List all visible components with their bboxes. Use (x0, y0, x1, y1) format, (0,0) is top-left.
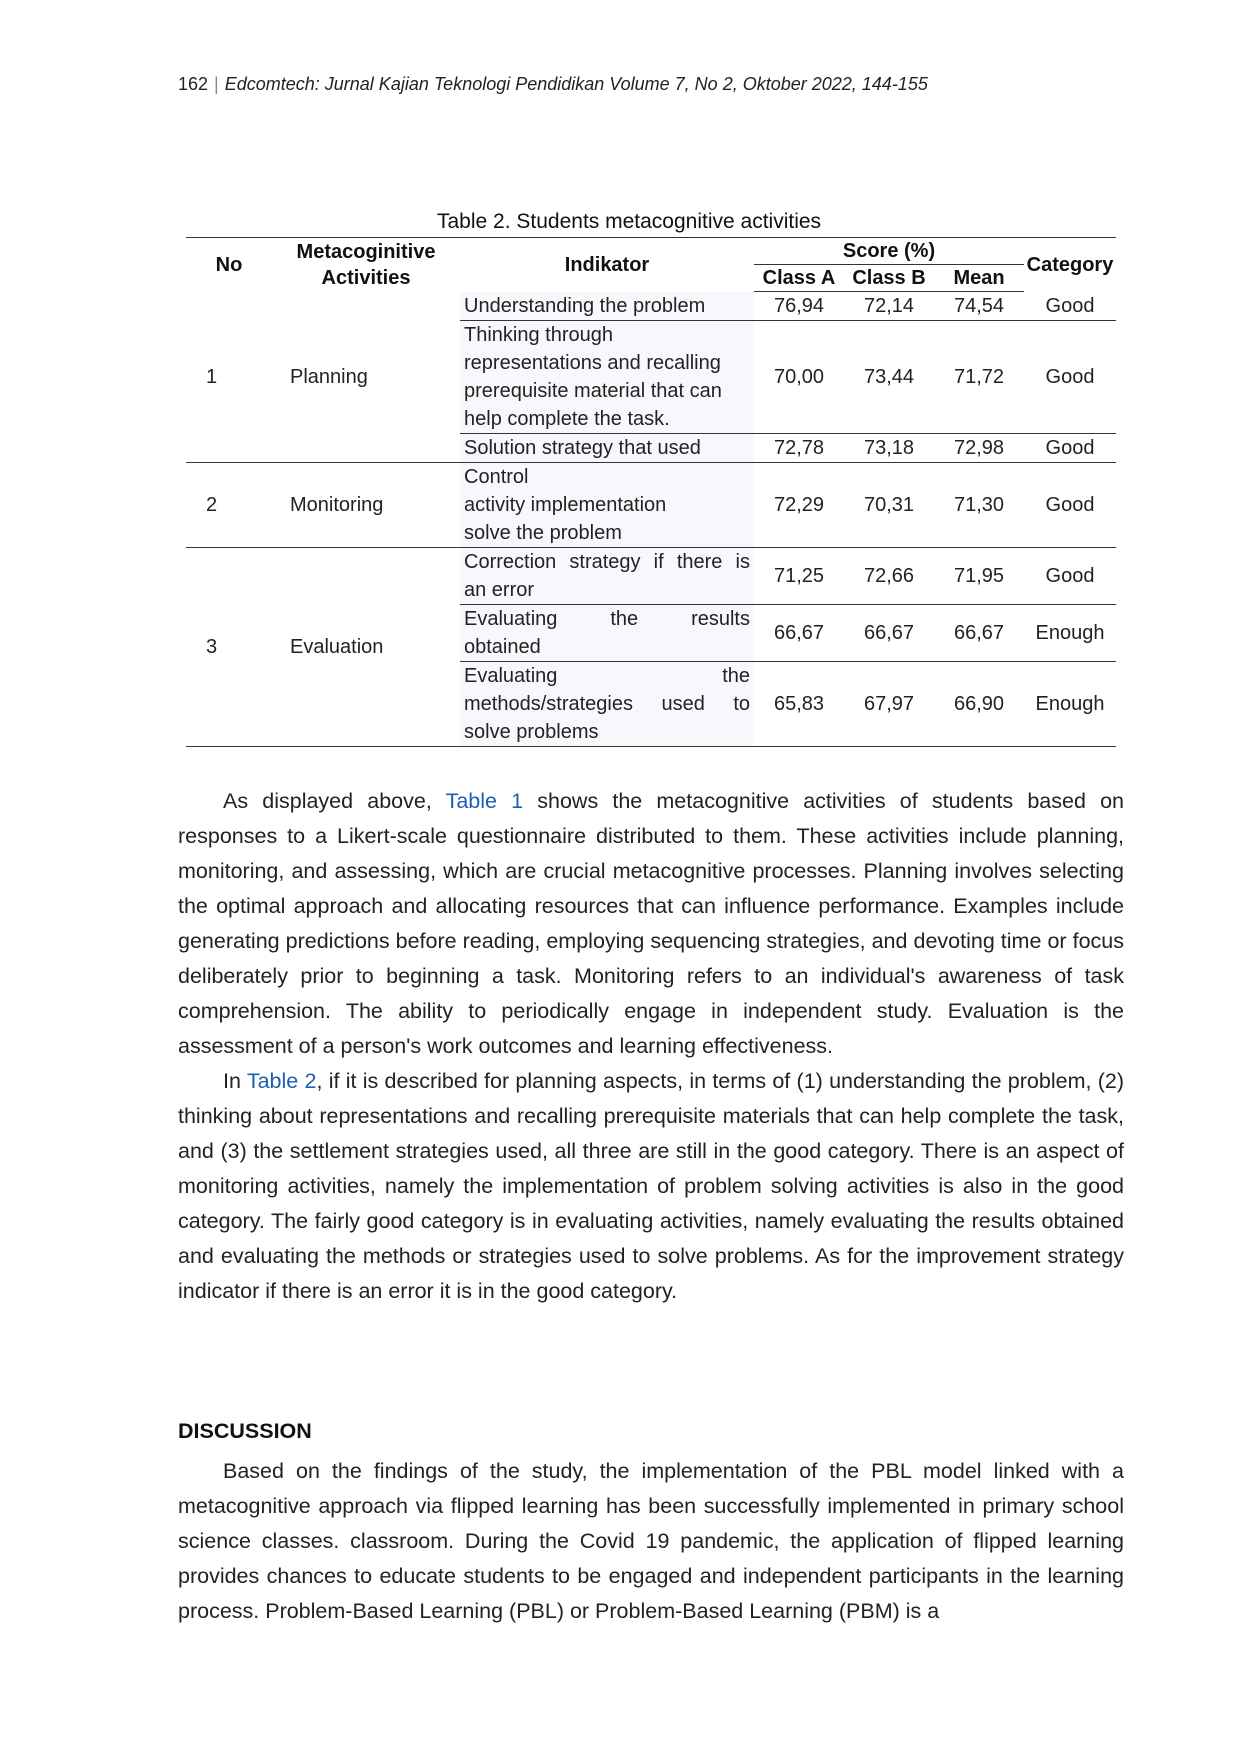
cell-no: 2 (186, 463, 272, 548)
discussion-heading: DISCUSSION (178, 1419, 312, 1443)
indikator-line: Evaluating the (464, 665, 750, 687)
cell-no: 3 (186, 548, 272, 747)
discussion-text: Based on the findings of the study, the implementation of the PBL model linked with a metacognitive approach via flipped learning has been successfully implemented in primary school science classes. classroom. During the Covid 19 pandemic, the application of flipped learning provides chances to educate students to be engaged and independent participants in the learning process. Problem-Based Learning (PBL) or Problem-Based Learning (PBM) is a (178, 1459, 1124, 1623)
cell-no: 1 (186, 292, 272, 463)
header-score: Score (%) (754, 238, 1024, 265)
table-caption: Table 2. Students metacognitive activities (437, 210, 822, 233)
cell-mean: 66,67 (934, 605, 1024, 662)
table-1-link[interactable]: Table 1 (445, 789, 524, 813)
indikator-line: solve problems (464, 721, 599, 743)
cell-mean: 71,72 (934, 321, 1024, 434)
header-separator: | (214, 74, 219, 94)
header-no: No (186, 238, 272, 292)
cell-mean: 71,30 (934, 463, 1024, 548)
cell-indikator (460, 463, 754, 548)
indikator-line: Evaluating the results (464, 608, 750, 630)
cell-class-b: 70,31 (844, 463, 934, 548)
metacognitive-table (186, 237, 1116, 747)
cell-mean: 66,90 (934, 662, 1024, 747)
header-indikator: Indikator (460, 238, 754, 292)
paragraph-1-post: shows the metacognitive activities of students based on responses to a Likert-scale questionnaire distributed to them. These activities include planning, monitoring, and assessing, which are crucial metacognitive processes. Planning involves selecting the optimal approach and allocating resources that can influence performance. Examples include generating predictions before reading, employing sequencing strategies, and devoting time or focus deliberately prior to beginning a task. Monitoring refers to an individual's awareness of task comprehension. The ability to periodically engage in independent study. Evaluation is the assessment of a person's work outcomes and learning effectiveness. (178, 789, 1124, 1058)
cell-class-a: 71,25 (754, 548, 844, 605)
table-2-link[interactable]: Table 2 (246, 1069, 317, 1093)
cell-category: Enough (1024, 662, 1116, 747)
cell-mean: 72,98 (934, 434, 1024, 463)
cell-mean: 74,54 (934, 292, 1024, 321)
table-body (186, 292, 1116, 747)
paragraph-2-pre: In (223, 1069, 247, 1093)
cell-indikator (460, 321, 754, 434)
discussion-paragraph (178, 1454, 1124, 1629)
journal-title: Edcomtech: Jurnal Kajian Teknologi Pendidikan Volume 7, No 2, Oktober 2022, 144-155 (224, 74, 928, 94)
indikator-line: help complete the task. (464, 408, 670, 430)
cell-class-b: 73,18 (844, 434, 934, 463)
cell-class-b: 67,97 (844, 662, 934, 747)
cell-indikator (460, 605, 754, 662)
cell-class-b: 73,44 (844, 321, 934, 434)
paragraph-1-pre: As displayed above, (223, 789, 446, 813)
table-row (186, 548, 1116, 605)
cell-activity: Planning (272, 292, 460, 463)
cell-indikator (460, 548, 754, 605)
header-class-a: Class A (754, 265, 844, 292)
indikator-line: Thinking through (464, 324, 613, 346)
indikator-line: Control (464, 466, 529, 488)
cell-category: Good (1024, 321, 1116, 434)
table-row (186, 292, 1116, 321)
header-category: Category (1024, 238, 1116, 292)
cell-class-a: 72,29 (754, 463, 844, 548)
cell-category: Good (1024, 548, 1116, 605)
cell-class-b: 72,14 (844, 292, 934, 321)
cell-class-a: 66,67 (754, 605, 844, 662)
page-number: 162 (178, 74, 209, 94)
cell-category: Enough (1024, 605, 1116, 662)
paragraph-1 (178, 784, 1124, 1309)
cell-class-b: 72,66 (844, 548, 934, 605)
cell-activity: Monitoring (272, 463, 460, 548)
indikator-line: prerequisite material that can (464, 380, 722, 402)
indikator-line: Correction strategy if there is (464, 551, 750, 573)
cell-mean: 71,95 (934, 548, 1024, 605)
indikator-line: activity implementation (464, 494, 667, 516)
indikator-line: Solution strategy that used (464, 437, 701, 459)
table-row (186, 463, 1116, 548)
cell-class-a: 76,94 (754, 292, 844, 321)
indikator-line: Understanding the problem (464, 294, 706, 317)
cell-indikator (460, 662, 754, 747)
running-header (178, 74, 928, 95)
cell-indikator (460, 292, 754, 321)
cell-category: Good (1024, 292, 1116, 321)
cell-class-a: 65,83 (754, 662, 844, 747)
cell-indikator (460, 434, 754, 463)
indikator-line: solve the problem (464, 522, 622, 544)
cell-class-a: 70,00 (754, 321, 844, 434)
cell-class-b: 66,67 (844, 605, 934, 662)
indikator-line: representations and recalling (464, 352, 721, 374)
paragraph-2-post: , if it is described for planning aspects, in terms of (1) understanding the problem, (2) thinking about representations and recalling prerequisite materials that can help complete the task, and (3) the settlement strategies used, all three are still in the good category. There is an aspect of monitoring activities, namely the implementation of problem solving activities is also in the good category. The fairly good category is in evaluating activities, namely evaluating the results obtained and evaluating the methods or strategies used to solve problems. As for the improvement strategy indicator if there is an error it is in the good category. (178, 1069, 1125, 1303)
header-activities-text: Metacoginitive Activities (296, 240, 436, 289)
cell-category: Good (1024, 434, 1116, 463)
header-class-b: Class B (844, 265, 934, 292)
header-mean: Mean (934, 265, 1024, 292)
cell-class-a: 72,78 (754, 434, 844, 463)
header-activities (272, 238, 460, 292)
indikator-line: methods/strategies used to (464, 693, 750, 715)
indikator-line: obtained (464, 636, 541, 658)
cell-activity: Evaluation (272, 548, 460, 747)
indikator-line: an error (464, 579, 535, 601)
cell-category: Good (1024, 463, 1116, 548)
